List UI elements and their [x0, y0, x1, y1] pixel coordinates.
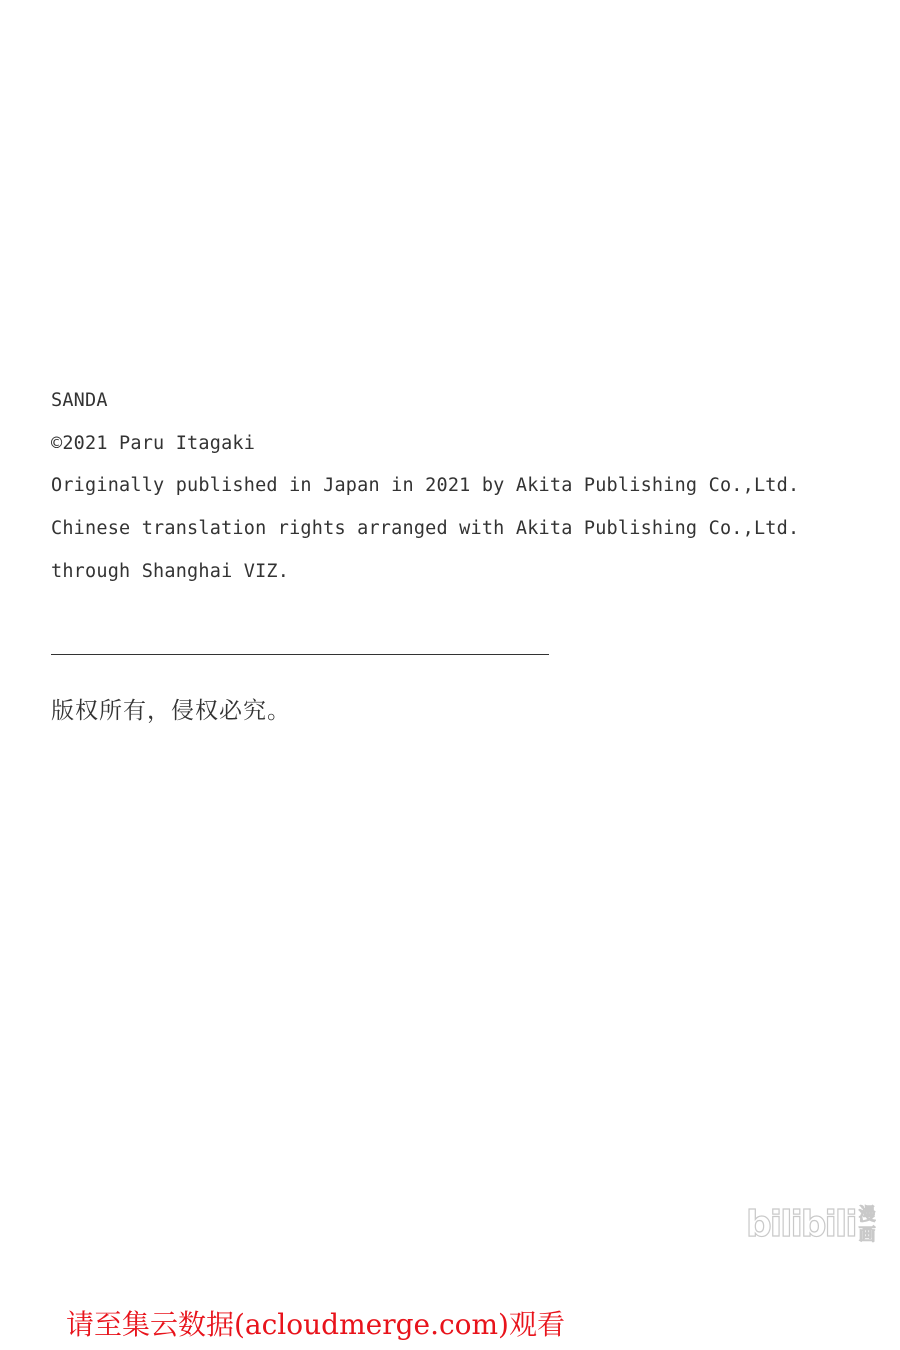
agency-line: through Shanghai VIZ. [51, 560, 290, 582]
rights-notice: 版权所有，侵权必究。 [51, 698, 291, 724]
copyright-credits [51, 380, 851, 593]
manga-label-top: 漫 [858, 1205, 876, 1225]
bilibili-manga-logo [746, 1200, 876, 1250]
manga-label [859, 1205, 876, 1245]
manga-label-bottom: 画 [858, 1225, 876, 1245]
footer-watch-notice: 请至集云数据(acloudmerge.com)观看 [66, 1308, 565, 1341]
divider [51, 654, 549, 655]
bilibili-logo-text: bilibili [746, 1204, 856, 1245]
title-line: SANDA [51, 390, 108, 411]
copyright-line: ©2021 Paru Itagaki [51, 432, 256, 454]
publication-line: Originally published in Japan in 2021 by Akita Publishing Co.,Ltd. [51, 475, 800, 497]
translation-rights-line: Chinese translation rights arranged with Akita Publishing Co.,Ltd. [51, 518, 800, 540]
